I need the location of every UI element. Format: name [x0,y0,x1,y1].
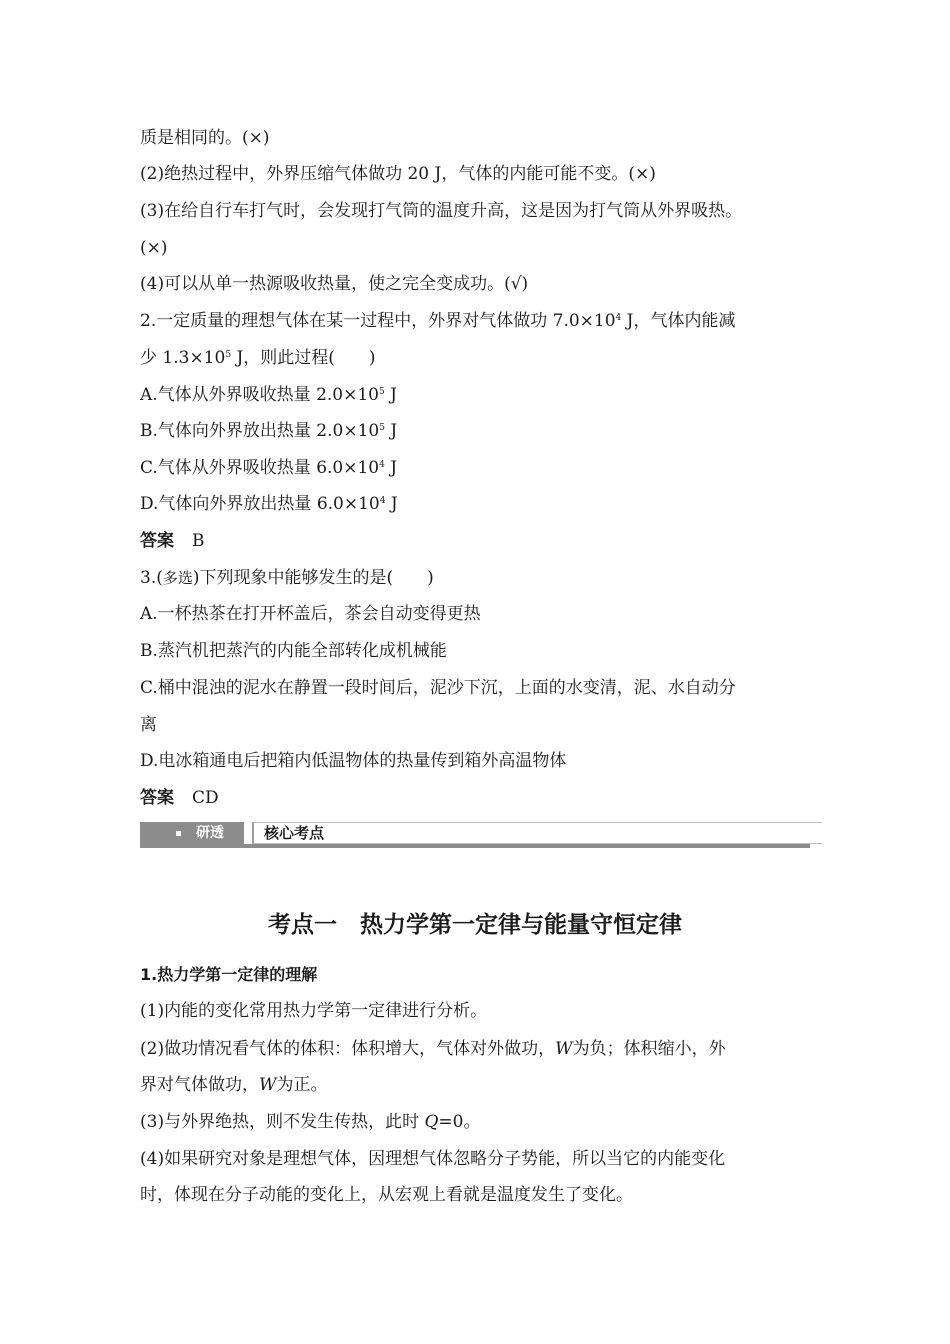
multi-select-tag: 多选 [162,569,193,587]
paragraph-4-line1: (4)如果研究对象是理想气体，因理想气体忽略分子势能，所以当它的内能变化 [140,1149,726,1169]
q3-stem: 3.(多选)下列现象中能够发生的是( ) [140,568,434,588]
banner-right-label: 核心考点 [252,822,822,844]
answer-label: 答案 [140,788,174,808]
q1-2: (2)绝热过程中，外界压缩气体做功 20 J，气体的内能可能不变。(×) [140,164,656,184]
q2-stem-line2: 少 $1.3\times 10^5$ J，则此过程( ) [140,348,376,368]
paragraph-3: (3)与外界绝热，则不发生传热，此时 Q=0。 [140,1112,481,1132]
q1-3-line1: (3)在给自行车打气时，会发现打气筒的温度升高，这是因为打气筒从外界吸热。 [140,201,743,221]
paragraph-4-line2: 时，体现在分子动能的变化上，从宏观上看就是温度发生了变化。 [140,1185,633,1205]
q2-option-d: D.气体向外界放出热量 $6.0\times 10^4$ J [140,494,398,514]
subheading: 1.热力学第一定律的理解 [140,965,318,984]
q1-1-tail: 质是相同的。(×) [140,128,270,148]
paragraph-1: (1)内能的变化常用热力学第一定律进行分析。 [140,1001,488,1021]
paragraph-2-line2: 界对气体做功，W为正。 [140,1075,328,1095]
q3-option-d: D.电冰箱通电后把箱内低温物体的热量传到箱外高温物体 [140,751,567,771]
q2-option-c: C.气体从外界吸收热量 $6.0\times 10^4$ J [140,458,398,478]
q2-option-b: B.气体向外界放出热量 $2.0\times 10^5$ J [140,421,398,441]
q3-option-c-line1: C.桶中混浊的泥水在静置一段时间后，泥沙下沉，上面的水变清，泥、水自动分 [140,678,736,698]
q3-answer [140,786,219,810]
paragraph-2-line1: (2)做功情况看气体的体积：体积增大，气体对外做功，W为负；体积缩小，外 [140,1039,726,1059]
q3-option-c-line2: 离 [140,715,157,735]
answer-value: B [192,531,205,551]
banner-divider [140,844,810,848]
q2-option-a: A.气体从外界吸收热量 $2.0\times 10^5$ J [140,385,397,405]
section-banner [140,820,810,848]
q2-answer [140,529,205,553]
q1-3-line2: (×) [140,238,168,258]
q3-option-a: A.一杯热茶在打开杯盖后，茶会自动变得更热 [140,604,481,624]
answer-label: 答案 [140,531,174,551]
square-bullet-icon [176,831,181,836]
banner-left-tab [140,822,244,844]
q3-option-b: B.蒸汽机把蒸汽的内能全部转化成机械能 [140,641,447,661]
q1-4: (4)可以从单一热源吸收热量，使之完全变成功。(√) [140,274,529,294]
q2-stem-line1: 2.一定质量的理想气体在某一过程中，外界对气体做功 $7.0\times 10^4$ J，气体内能减 [140,311,736,331]
answer-value: CD [192,788,219,808]
banner-left-label: 研透 [196,825,224,841]
section-title: 考点一 热力学第一定律与能量守恒定律 [268,912,682,938]
